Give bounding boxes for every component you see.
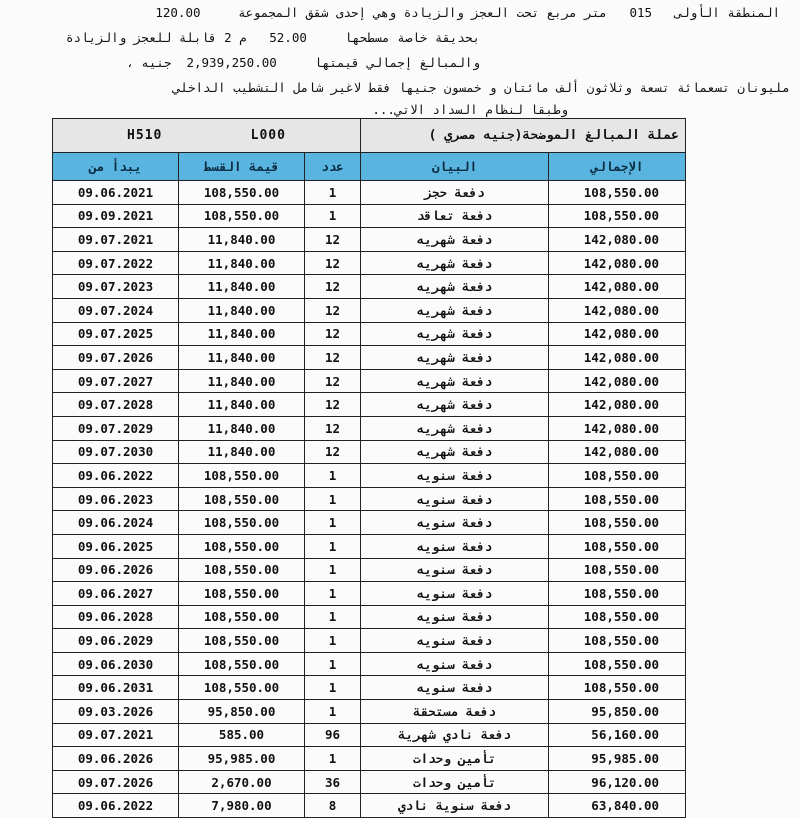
count-cell: 1 <box>305 605 361 629</box>
table-row <box>53 322 686 346</box>
description-cell: دفعة سنوية نادي <box>361 794 549 818</box>
count-cell: 1 <box>305 747 361 771</box>
start-date-cell: 09.06.2024 <box>53 511 179 535</box>
total-cell: 108,550.00 <box>549 204 686 228</box>
description-cell: دفعة شهريه <box>361 346 549 370</box>
installment-cell: 108,550.00 <box>179 464 305 488</box>
start-date-cell: 09.06.2031 <box>53 676 179 700</box>
total-amount-value: 2,939,250.00 <box>186 55 277 70</box>
count-cell: 12 <box>305 228 361 252</box>
description-cell: دفعة سنويه <box>361 487 549 511</box>
count-cell: 12 <box>305 346 361 370</box>
installment-cell: 11,840.00 <box>179 369 305 393</box>
installment-cell: 108,550.00 <box>179 534 305 558</box>
total-cell: 142,080.00 <box>549 369 686 393</box>
header-total: الإجمالي <box>549 153 686 181</box>
table-row <box>53 605 686 629</box>
installment-cell: 95,850.00 <box>179 700 305 724</box>
total-cell: 108,550.00 <box>549 511 686 535</box>
start-date-cell: 09.06.2022 <box>53 794 179 818</box>
count-cell: 1 <box>305 676 361 700</box>
table-row <box>53 181 686 205</box>
installment-cell: 2,670.00 <box>179 770 305 794</box>
count-cell: 12 <box>305 251 361 275</box>
installment-cell: 108,550.00 <box>179 487 305 511</box>
table-row <box>53 676 686 700</box>
codes-cell <box>53 119 361 153</box>
table-row <box>53 369 686 393</box>
table-row <box>53 275 686 299</box>
installment-cell: 11,840.00 <box>179 393 305 417</box>
installment-cell: 585.00 <box>179 723 305 747</box>
description-cell: دفعة شهريه <box>361 322 549 346</box>
count-cell: 96 <box>305 723 361 747</box>
description-cell: دفعة سنويه <box>361 464 549 488</box>
description-cell: دفعة حجز <box>361 181 549 205</box>
total-cell: 142,080.00 <box>549 416 686 440</box>
start-date-cell: 09.06.2026 <box>53 747 179 771</box>
table-row <box>53 534 686 558</box>
count-cell: 1 <box>305 629 361 653</box>
intro-line-3 <box>126 55 480 70</box>
total-cell: 142,080.00 <box>549 440 686 464</box>
count-cell: 36 <box>305 770 361 794</box>
table-row <box>53 251 686 275</box>
start-date-cell: 09.06.2022 <box>53 464 179 488</box>
code-l: L000 <box>250 128 286 143</box>
table-row <box>53 652 686 676</box>
start-date-cell: 09.07.2028 <box>53 393 179 417</box>
code-h: H510 <box>127 128 163 143</box>
text-segment: جنيه ، <box>126 55 172 70</box>
start-date-cell: 09.07.2021 <box>53 228 179 252</box>
count-cell: 12 <box>305 369 361 393</box>
total-cell: 108,550.00 <box>549 652 686 676</box>
total-cell: 142,080.00 <box>549 322 686 346</box>
installment-cell: 11,840.00 <box>179 228 305 252</box>
count-cell: 1 <box>305 181 361 205</box>
start-date-cell: 09.07.2027 <box>53 369 179 393</box>
description-cell: دفعة سنويه <box>361 558 549 582</box>
installment-cell: 11,840.00 <box>179 322 305 346</box>
start-date-cell: 09.09.2021 <box>53 204 179 228</box>
area-value: 120.00 <box>155 5 201 20</box>
total-cell: 108,550.00 <box>549 464 686 488</box>
total-cell: 108,550.00 <box>549 181 686 205</box>
description-cell: دفعة شهريه <box>361 298 549 322</box>
description-cell: دفعة سنويه <box>361 652 549 676</box>
table-row <box>53 416 686 440</box>
text-segment: بحديقة خاصة مسطحها <box>344 30 480 45</box>
start-date-cell: 09.07.2029 <box>53 416 179 440</box>
start-date-cell: 09.07.2026 <box>53 346 179 370</box>
payment-table <box>52 118 686 818</box>
table-row <box>53 794 686 818</box>
total-cell: 108,550.00 <box>549 487 686 511</box>
description-cell: تأمين وحدات <box>361 770 549 794</box>
start-date-cell: 09.06.2029 <box>53 629 179 653</box>
count-cell: 12 <box>305 298 361 322</box>
header-start: يبدأ من <box>53 153 179 181</box>
total-cell: 142,080.00 <box>549 393 686 417</box>
total-cell: 95,850.00 <box>549 700 686 724</box>
installment-cell: 108,550.00 <box>179 676 305 700</box>
installment-cell: 108,550.00 <box>179 629 305 653</box>
description-cell: دفعة شهريه <box>361 393 549 417</box>
installment-cell: 108,550.00 <box>179 558 305 582</box>
text-segment: والمبالغ إجمالي قيمتها <box>314 55 480 70</box>
table-row <box>53 723 686 747</box>
table-row <box>53 298 686 322</box>
description-cell: دفعة شهريه <box>361 440 549 464</box>
installment-cell: 11,840.00 <box>179 346 305 370</box>
table-row <box>53 629 686 653</box>
installment-cell: 108,550.00 <box>179 181 305 205</box>
header-installment: قيمة القسط <box>179 153 305 181</box>
description-cell: دفعة شهريه <box>361 369 549 393</box>
table-row <box>53 511 686 535</box>
start-date-cell: 09.06.2028 <box>53 605 179 629</box>
count-cell: 1 <box>305 464 361 488</box>
description-cell: دفعة سنويه <box>361 534 549 558</box>
installment-cell: 11,840.00 <box>179 440 305 464</box>
count-cell: 1 <box>305 652 361 676</box>
total-cell: 96,120.00 <box>549 770 686 794</box>
count-cell: 12 <box>305 322 361 346</box>
table-body <box>53 181 686 818</box>
installment-cell: 11,840.00 <box>179 298 305 322</box>
total-cell: 142,080.00 <box>549 251 686 275</box>
description-cell: دفعة شهريه <box>361 416 549 440</box>
count-cell: 1 <box>305 582 361 606</box>
table-row <box>53 204 686 228</box>
count-cell: 12 <box>305 440 361 464</box>
total-cell: 142,080.00 <box>549 275 686 299</box>
description-cell: دفعة سنويه <box>361 676 549 700</box>
count-cell: 1 <box>305 204 361 228</box>
installment-cell: 11,840.00 <box>179 416 305 440</box>
count-cell: 12 <box>305 275 361 299</box>
start-date-cell: 09.06.2025 <box>53 534 179 558</box>
table-row <box>53 770 686 794</box>
installment-cell: 108,550.00 <box>179 582 305 606</box>
installment-cell: 108,550.00 <box>179 511 305 535</box>
description-cell: دفعة شهريه <box>361 275 549 299</box>
garden-area-value: 52.00 <box>269 30 307 45</box>
description-cell: دفعة سنويه <box>361 629 549 653</box>
header-description: البيان <box>361 153 549 181</box>
table-row <box>53 228 686 252</box>
table-row <box>53 393 686 417</box>
group-number: 015 <box>629 5 653 20</box>
description-cell: دفعة سنويه <box>361 511 549 535</box>
total-cell: 108,550.00 <box>549 676 686 700</box>
total-cell: 108,550.00 <box>549 558 686 582</box>
table-row <box>53 487 686 511</box>
description-cell: دفعة مستحقة <box>361 700 549 724</box>
currency-label: عملة المبالغ الموضحة(جنيه مصري ) <box>361 119 686 153</box>
start-date-cell: 09.06.2023 <box>53 487 179 511</box>
total-cell: 108,550.00 <box>549 605 686 629</box>
count-cell: 1 <box>305 558 361 582</box>
total-cell: 142,080.00 <box>549 298 686 322</box>
description-cell: دفعة سنويه <box>361 582 549 606</box>
start-date-cell: 09.06.2027 <box>53 582 179 606</box>
description-cell: دفعة نادي شهرية <box>361 723 549 747</box>
count-cell: 12 <box>305 393 361 417</box>
installment-cell: 11,840.00 <box>179 275 305 299</box>
total-cell: 56,160.00 <box>549 723 686 747</box>
installment-cell: 108,550.00 <box>179 204 305 228</box>
description-cell: دفعة سنويه <box>361 605 549 629</box>
count-cell: 8 <box>305 794 361 818</box>
installment-cell: 108,550.00 <box>179 605 305 629</box>
intro-line-5: وطبقا لنظام السداد الاتي... <box>372 102 568 117</box>
table-row <box>53 346 686 370</box>
description-cell: دفعة شهريه <box>361 228 549 252</box>
currency-row <box>53 119 686 153</box>
start-date-cell: 09.07.2022 <box>53 251 179 275</box>
start-date-cell: 09.03.2026 <box>53 700 179 724</box>
description-cell: تأمين وحدات <box>361 747 549 771</box>
intro-line-4: مليونان تسعمائة تسعة وثلاثون ألف مائتان و خمسون جنيها فقط لاغير شامل التشطيب الداخلي <box>172 80 790 95</box>
count-cell: 12 <box>305 416 361 440</box>
total-cell: 63,840.00 <box>549 794 686 818</box>
start-date-cell: 09.07.2024 <box>53 298 179 322</box>
header-row <box>53 153 686 181</box>
table-row <box>53 700 686 724</box>
count-cell: 1 <box>305 487 361 511</box>
text-segment: م 2 قابلة للعجز والزيادة <box>66 30 247 45</box>
start-date-cell: 09.06.2026 <box>53 558 179 582</box>
installment-cell: 7,980.00 <box>179 794 305 818</box>
total-cell: 108,550.00 <box>549 534 686 558</box>
start-date-cell: 09.06.2021 <box>53 181 179 205</box>
intro-line-1 <box>155 5 780 20</box>
table-row <box>53 582 686 606</box>
total-cell: 108,550.00 <box>549 629 686 653</box>
description-cell: دفعة تعاقد <box>361 204 549 228</box>
payment-schedule <box>52 118 685 818</box>
start-date-cell: 09.07.2021 <box>53 723 179 747</box>
start-date-cell: 09.07.2030 <box>53 440 179 464</box>
total-cell: 142,080.00 <box>549 346 686 370</box>
count-cell: 1 <box>305 511 361 535</box>
description-cell: دفعة شهريه <box>361 251 549 275</box>
total-cell: 95,985.00 <box>549 747 686 771</box>
start-date-cell: 09.07.2025 <box>53 322 179 346</box>
header-count: عدد <box>305 153 361 181</box>
text-segment: متر مربع تحت العجز والزيادة وهي إحدى شقق المجموعة <box>238 5 607 20</box>
start-date-cell: 09.06.2030 <box>53 652 179 676</box>
installment-cell: 11,840.00 <box>179 251 305 275</box>
start-date-cell: 09.07.2026 <box>53 770 179 794</box>
text-segment: المنطقة الأولى <box>674 5 780 20</box>
count-cell: 1 <box>305 700 361 724</box>
table-row <box>53 464 686 488</box>
total-cell: 142,080.00 <box>549 228 686 252</box>
start-date-cell: 09.07.2023 <box>53 275 179 299</box>
table-row <box>53 440 686 464</box>
count-cell: 1 <box>305 534 361 558</box>
table-row <box>53 558 686 582</box>
total-cell: 108,550.00 <box>549 582 686 606</box>
table-row <box>53 747 686 771</box>
installment-cell: 108,550.00 <box>179 652 305 676</box>
installment-cell: 95,985.00 <box>179 747 305 771</box>
intro-line-2 <box>66 30 480 45</box>
